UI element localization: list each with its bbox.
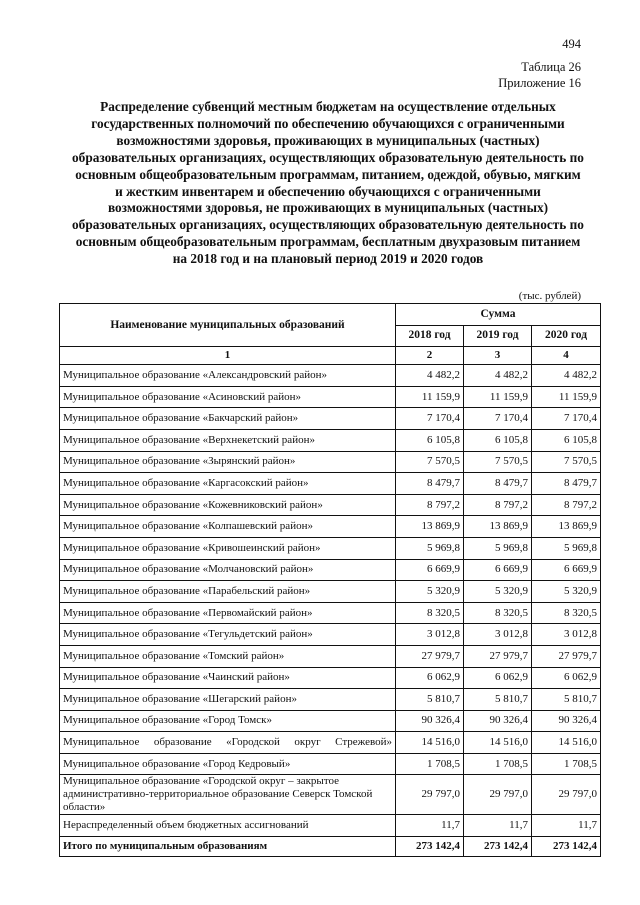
amount-2018: 8 797,2 [396,494,464,516]
amount-2019: 4 482,2 [464,365,532,387]
amount-2018: 27 979,7 [396,645,464,667]
amount-2018: 5 969,8 [396,537,464,559]
municipality-name: Муниципальное образование «Город Кедровый» [60,753,396,775]
table-row [60,602,601,624]
header-municipality: Наименование муниципальных образований [60,304,396,347]
amount-2020: 8 797,2 [532,494,601,516]
column-number: 2 [396,347,464,365]
amount-2019: 90 326,4 [464,710,532,732]
amount-2019: 3 012,8 [464,624,532,646]
amount-2020: 6 062,9 [532,667,601,689]
municipality-name: Муниципальное образование «Кривошеинский район» [60,537,396,559]
table-row [60,624,601,646]
amount-2020: 13 869,9 [532,516,601,538]
table-row [60,516,601,538]
table-label: Таблица 26 [521,60,581,74]
amount-2020: 14 516,0 [532,732,601,754]
municipality-name: Муниципальное образование «Городской округ Стрежевой» [60,732,396,754]
table-row [60,537,601,559]
municipality-name: Муниципальное образование «Парабельский район» [60,581,396,603]
total-row [60,837,601,857]
municipality-name: Нераспределенный объем бюджетных ассигнований [60,815,396,837]
table-row [60,667,601,689]
table-row [60,559,601,581]
amount-2020: 27 979,7 [532,645,601,667]
amount-2019: 5 969,8 [464,537,532,559]
table-row [60,689,601,711]
table-row [60,732,601,754]
municipality-name: Муниципальное образование «Александровский район» [60,365,396,387]
column-number: 4 [532,347,601,365]
municipality-name: Муниципальное образование «Чаинский район» [60,667,396,689]
municipality-name: Муниципальное образование «Молчановский район» [60,559,396,581]
amount-2018: 8 320,5 [396,602,464,624]
table-row [60,494,601,516]
municipality-name: Муниципальное образование «Верхнекетский район» [60,429,396,451]
total-amount-2018: 273 142,4 [396,837,464,857]
amount-2019: 8 797,2 [464,494,532,516]
municipality-name: Муниципальное образование «Шегарский район» [60,689,396,711]
amount-2018: 6 062,9 [396,667,464,689]
amount-2018: 29 797,0 [396,775,464,815]
amount-2019: 11 159,9 [464,386,532,408]
amount-2020: 7 170,4 [532,408,601,430]
units-label: (тыс. рублей) [518,290,581,302]
amount-2020: 29 797,0 [532,775,601,815]
municipality-name: Муниципальное образование «Бакчарский район» [60,408,396,430]
amount-2019: 14 516,0 [464,732,532,754]
amount-2020: 8 479,7 [532,473,601,495]
municipality-name: Муниципальное образование «Зырянский район» [60,451,396,473]
amount-2020: 6 669,9 [532,559,601,581]
header-year-2020: 2020 год [532,325,601,347]
amount-2020: 90 326,4 [532,710,601,732]
municipality-name: Муниципальное образование «Колпашевский район» [60,516,396,538]
table-row [60,451,601,473]
column-number: 1 [60,347,396,365]
amount-2018: 5 810,7 [396,689,464,711]
amount-2019: 7 570,5 [464,451,532,473]
municipality-name: Муниципальное образование «Тегульдетский район» [60,624,396,646]
amount-2019: 13 869,9 [464,516,532,538]
amount-2019: 6 105,8 [464,429,532,451]
total-label: Итого по муниципальным образованиям [60,837,396,857]
amount-2020: 5 969,8 [532,537,601,559]
amount-2018: 11 159,9 [396,386,464,408]
subvention-table [59,303,601,857]
amount-2019: 1 708,5 [464,753,532,775]
amount-2018: 6 669,9 [396,559,464,581]
amount-2018: 6 105,8 [396,429,464,451]
table-row [60,775,601,815]
amount-2019: 7 170,4 [464,408,532,430]
amount-2020: 5 320,9 [532,581,601,603]
amount-2018: 3 012,8 [396,624,464,646]
table-row [60,365,601,387]
amount-2019: 29 797,0 [464,775,532,815]
amount-2018: 8 479,7 [396,473,464,495]
amount-2018: 7 570,5 [396,451,464,473]
document-title: Распределение субвенций местным бюджетам на осуществление отдельных государственных полномочий по обеспечению обучающихся с ограниченными возможностями здоровья, проживающих в муниципальных (частных) образовательных организациях, осуществляющих образовательную деятельность по основным общеобразовательным программам, питанием, одеждой, обувью, мягким и жестким инвентарем и обеспечению обучающихся с ограниченными возможностями здоровья, не проживающих в муниципальных (частных) образовательных организациях, осуществляющих образовательную деятельность по основным общеобразовательным программам, бесплатным двухразовым питанием на 2018 год и на плановый период 2019 и 2020 годов [72,99,584,267]
amount-2020: 11,7 [532,815,601,837]
municipality-name: Муниципальное образование «Кожевниковский район» [60,494,396,516]
amount-2020: 4 482,2 [532,365,601,387]
amount-2019: 5 810,7 [464,689,532,711]
amount-2019: 27 979,7 [464,645,532,667]
municipality-name: Муниципальное образование «Городской округ – закрытое административно-территориальное образование Северск Томской области» [60,775,396,815]
total-amount-2020: 273 142,4 [532,837,601,857]
amount-2018: 13 869,9 [396,516,464,538]
amount-2018: 1 708,5 [396,753,464,775]
table-row [60,408,601,430]
amount-2020: 6 105,8 [532,429,601,451]
header-year-2018: 2018 год [396,325,464,347]
amount-2020: 3 012,8 [532,624,601,646]
total-amount-2019: 273 142,4 [464,837,532,857]
table-row [60,581,601,603]
municipality-name: Муниципальное образование «Асиновский район» [60,386,396,408]
amount-2020: 1 708,5 [532,753,601,775]
amount-2018: 11,7 [396,815,464,837]
appendix-label: Приложение 16 [498,76,581,90]
column-number: 3 [464,347,532,365]
table-row [60,710,601,732]
municipality-name: Муниципальное образование «Томский район» [60,645,396,667]
table-row [60,753,601,775]
amount-2020: 5 810,7 [532,689,601,711]
header-sum: Сумма [396,304,601,326]
table-row [60,386,601,408]
municipality-name: Муниципальное образование «Город Томск» [60,710,396,732]
table-row [60,815,601,837]
table-row [60,429,601,451]
municipality-name: Муниципальное образование «Каргасокский район» [60,473,396,495]
municipality-name: Муниципальное образование «Первомайский район» [60,602,396,624]
amount-2019: 6 669,9 [464,559,532,581]
amount-2019: 8 479,7 [464,473,532,495]
table-row [60,473,601,495]
page-number: 494 [562,37,581,51]
amount-2019: 8 320,5 [464,602,532,624]
amount-2018: 4 482,2 [396,365,464,387]
amount-2019: 6 062,9 [464,667,532,689]
amount-2020: 11 159,9 [532,386,601,408]
amount-2018: 90 326,4 [396,710,464,732]
amount-2019: 5 320,9 [464,581,532,603]
column-numbers-row [60,347,601,365]
amount-2018: 7 170,4 [396,408,464,430]
amount-2018: 5 320,9 [396,581,464,603]
table-row [60,645,601,667]
header-year-2019: 2019 год [464,325,532,347]
amount-2020: 8 320,5 [532,602,601,624]
amount-2020: 7 570,5 [532,451,601,473]
amount-2018: 14 516,0 [396,732,464,754]
amount-2019: 11,7 [464,815,532,837]
